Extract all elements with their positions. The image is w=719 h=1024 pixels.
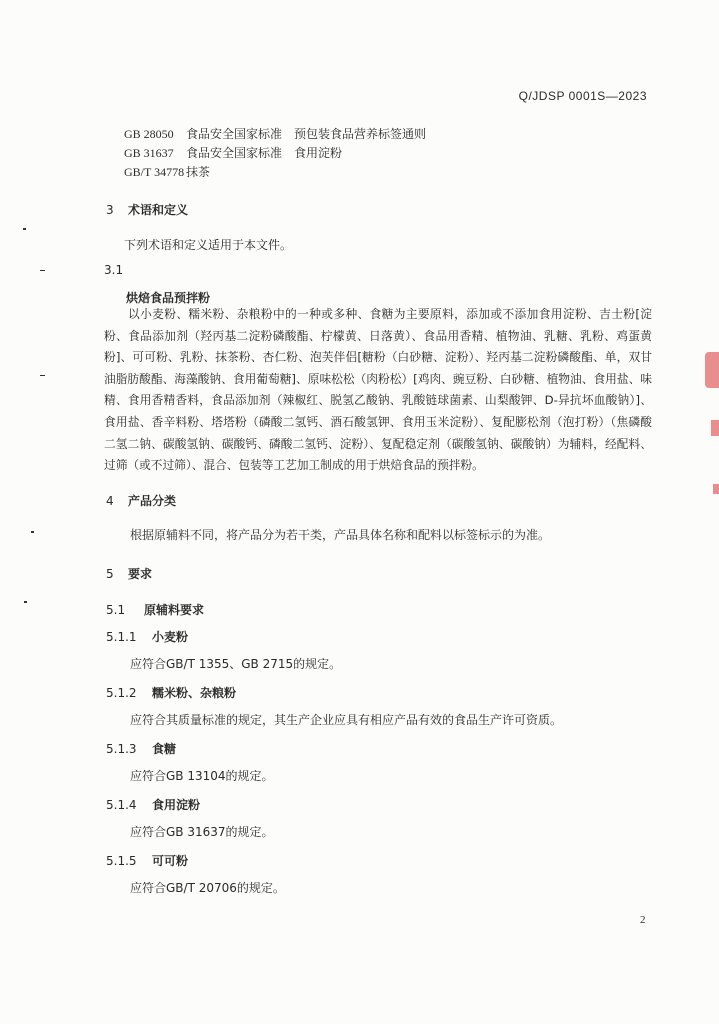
ref-code: GB/T 34778 (124, 165, 185, 179)
section-title: 产品分类 (128, 494, 177, 508)
ref-title: 食品安全国家标准 预包装食品营养标签通则 (186, 127, 427, 141)
clause-title: 食糖 (152, 742, 177, 756)
section-3-intro: 下列术语和定义适用于本文件。 (124, 238, 293, 252)
section-number: 4 (106, 494, 114, 508)
normative-ref-row (124, 163, 210, 180)
clause-text: 应符合GB 13104的规定。 (130, 769, 274, 783)
section-title: 要求 (128, 567, 153, 581)
section-title: 术语和定义 (128, 203, 189, 217)
clause-heading (106, 852, 188, 869)
ref-code: GB 28050 (124, 127, 174, 141)
clause-number: 5.1.1 (106, 630, 137, 644)
section-3-heading (106, 201, 188, 218)
clause-title: 可可粉 (152, 854, 189, 868)
clause-heading (106, 684, 236, 701)
clause-number: 5.1.4 (106, 798, 137, 812)
term-name: 烘焙食品预拌粉 (126, 291, 211, 305)
clause-heading (106, 628, 188, 645)
section-number: 5.1 (106, 603, 126, 617)
normative-ref-row (124, 125, 426, 142)
section-number: 5 (106, 567, 114, 581)
clause-heading (106, 740, 176, 757)
seal-fragment (713, 484, 719, 494)
clause-number: 5.1.2 (106, 686, 137, 700)
clause-title: 小麦粉 (152, 630, 189, 644)
scan-speck (31, 531, 34, 533)
ref-title: 抹茶 (186, 165, 211, 179)
section-5-1-heading (106, 601, 204, 618)
clause-text: 应符合其质量标准的规定，其生产企业应具有相应产品有效的食品生产许可资质。 (130, 713, 563, 727)
section-4-text: 根据原辅料不同，将产品分为若干类，产品具体名称和配料以标签标示的为准。 (130, 528, 551, 542)
section-number: 3 (106, 203, 114, 217)
clause-text: 应符合GB 31637的规定。 (130, 825, 274, 839)
clause-title: 食用淀粉 (152, 798, 201, 812)
scan-speck (40, 270, 45, 271)
seal-fragment (711, 420, 719, 436)
clause-number: 5.1.5 (106, 854, 137, 868)
clause-heading (106, 796, 200, 813)
term-number: 3.1 (104, 263, 124, 277)
section-4-heading (106, 492, 176, 509)
section-5-heading (106, 565, 152, 582)
seal-fragment (705, 352, 719, 388)
scan-speck (24, 601, 27, 603)
clause-number: 5.1.3 (106, 742, 137, 756)
term-definition: 以小麦粉、糯米粉、杂粮粉中的一种或多种、食糖为主要原料，添加或不添加食用淀粉、吉士粉[淀粉、食品添加剂（羟丙基二淀粉磷酸酯、柠檬黄、日落黄）、食品用香精、植物油、乳糖、乳粉、鸡蛋黄粉]、可可粉、乳粉、抹茶粉、杏仁粉、泡芙伴侣[糖粉（白砂糖、淀粉）、羟丙基二淀粉磷酸酯、单，双甘油脂肪酸酯、海藻酸钠、食用葡萄糖]、原味松松（肉粉松）[鸡肉、豌豆粉、白砂糖、植物油、食用盐、味精、食用香精香料，食品添加剂（辣椒红、脱氢乙酸钠、乳酸链球菌素、山梨酸钾、D-异抗坏血酸钠）]、食用盐、香辛料粉、塔塔粉（磷酸二氢钙、酒石酸氢钾、食用玉米淀粉）、复配膨松剂（泡打粉）（焦磷酸二氢二钠、碳酸氢钠、碳酸钙、磷酸二氢钙、淀粉）、复配稳定剂（碳酸氢钠、碳酸钠）为辅料，经配料、过筛（或不过筛）、混合、包装等工艺加工制成的用于烘焙食品的预拌粉。 (104, 307, 652, 473)
scan-speck (23, 228, 26, 230)
clause-text: 应符合GB/T 1355、GB 2715的规定。 (130, 657, 342, 671)
normative-ref-row (124, 144, 342, 161)
document-number: Q/JDSP 0001S—2023 (518, 89, 647, 103)
clause-title: 糯米粉、杂粮粉 (152, 686, 237, 700)
clause-text: 应符合GB/T 20706的规定。 (130, 881, 285, 895)
page-number: 2 (640, 914, 646, 926)
scan-speck (40, 375, 45, 376)
ref-code: GB 31637 (124, 146, 174, 160)
ref-title: 食品安全国家标准 食用淀粉 (186, 146, 343, 160)
section-title: 原辅料要求 (144, 603, 205, 617)
